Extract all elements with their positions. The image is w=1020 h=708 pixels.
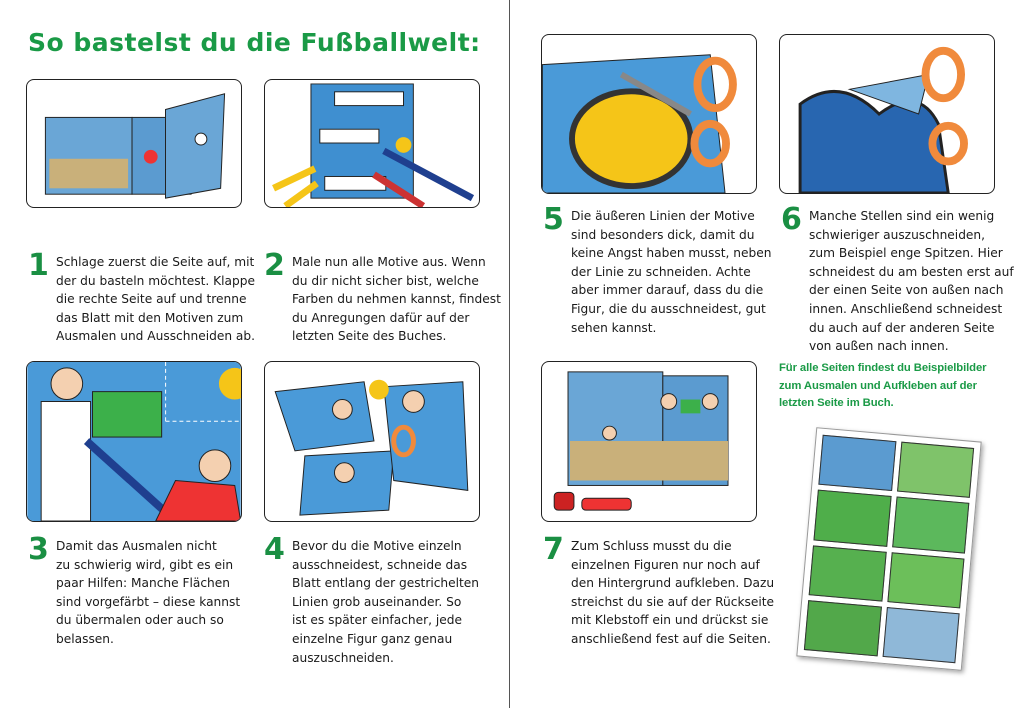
step-6: [781, 202, 1014, 356]
step-5: [543, 202, 772, 337]
thumbnail-scene: [804, 600, 882, 656]
thumbnail-scene: [897, 442, 975, 498]
illustration-precolored: [26, 361, 242, 522]
illustration-cutting-apart: [264, 361, 480, 522]
illustration-open-book: [26, 79, 242, 208]
step-number: 1: [28, 248, 49, 283]
illustration-cutting-tips: [779, 34, 995, 194]
step-2: [264, 248, 501, 346]
example-pages-thumbnail: [796, 427, 981, 671]
illustration-cutting-thick-lines: [541, 34, 757, 194]
page-title: So bastelst du die Fußballwelt:: [28, 28, 481, 57]
step-number: 7: [543, 532, 564, 567]
example-pages-note: Für alle Seiten findest du Beispielbilder zum Ausmalen und Aufkleben auf der letzten Seite im Buch.: [779, 362, 987, 409]
step-number: 2: [264, 248, 285, 283]
thumbnail-scene: [818, 435, 896, 491]
step-text: Damit das Ausmalen nicht zu schwierig wird, gibt es ein paar Hilfen: Manche Flächen sind vorgefärbt – diese kannst du übermalen oder auch so belassen.: [56, 539, 241, 646]
step-7: [543, 532, 775, 649]
step-number: 4: [264, 532, 285, 567]
step-number: 6: [781, 202, 802, 237]
thumbnail-scene: [882, 607, 960, 663]
thumbnail-scene: [809, 545, 887, 601]
step-text: Bevor du die Motive einzeln ausschneidest, schneide das Blatt entlang der gestrichelten Linien grob auseinander. So ist es später einfacher, jede einzelne Figur ganz genau auszuschneiden.: [292, 539, 480, 665]
page-divider: [509, 0, 510, 708]
step-number: 5: [543, 202, 564, 237]
step-text: Male nun alle Motive aus. Wenn du dir nicht sicher bist, welche Farben du nehmen kannst, findest du Anregungen dafür auf der letzten Seite des Buches.: [292, 255, 501, 344]
step-4: [264, 532, 480, 667]
illustration-coloring: [264, 79, 480, 208]
step-number: 3: [28, 532, 49, 567]
step-text: Manche Stellen sind ein wenig schwieriger auszuschneiden, zum Beispiel enge Spitzen. Hier schneidest du am besten erst auf der einen Seite von außen nach innen. Anschließend schneidest du auch auf der anderen Seite von außen nach innen.: [809, 209, 1014, 354]
thumbnail-scene: [814, 490, 892, 546]
step-text: Schlage zuerst die Seite auf, mit der du basteln möchtest. Klappe die rechte Seite auf und trenne das Blatt mit den Motiven zum Ausmalen und Ausschneiden ab.: [56, 255, 255, 344]
illustration-gluing: [541, 361, 757, 522]
thumbnail-scene: [887, 552, 965, 608]
step-text: Zum Schluss musst du die einzelnen Figuren nur noch auf den Hintergrund aufkleben. Dazu streichst du sie auf der Rückseite mit Klebstoff ein und drückst sie anschließend fest auf die Seiten.: [571, 539, 775, 646]
step-3: [28, 532, 241, 649]
step-text: Die äußeren Linien der Motive sind besonders dick, damit du keine Angst haben musst, neben der Linie zu schneiden. Achte aber immer darauf, dass du die Figur, die du ausschneidest, gut sehen kannst.: [571, 209, 772, 335]
step-1: [28, 248, 255, 346]
thumbnail-scene: [892, 497, 970, 553]
